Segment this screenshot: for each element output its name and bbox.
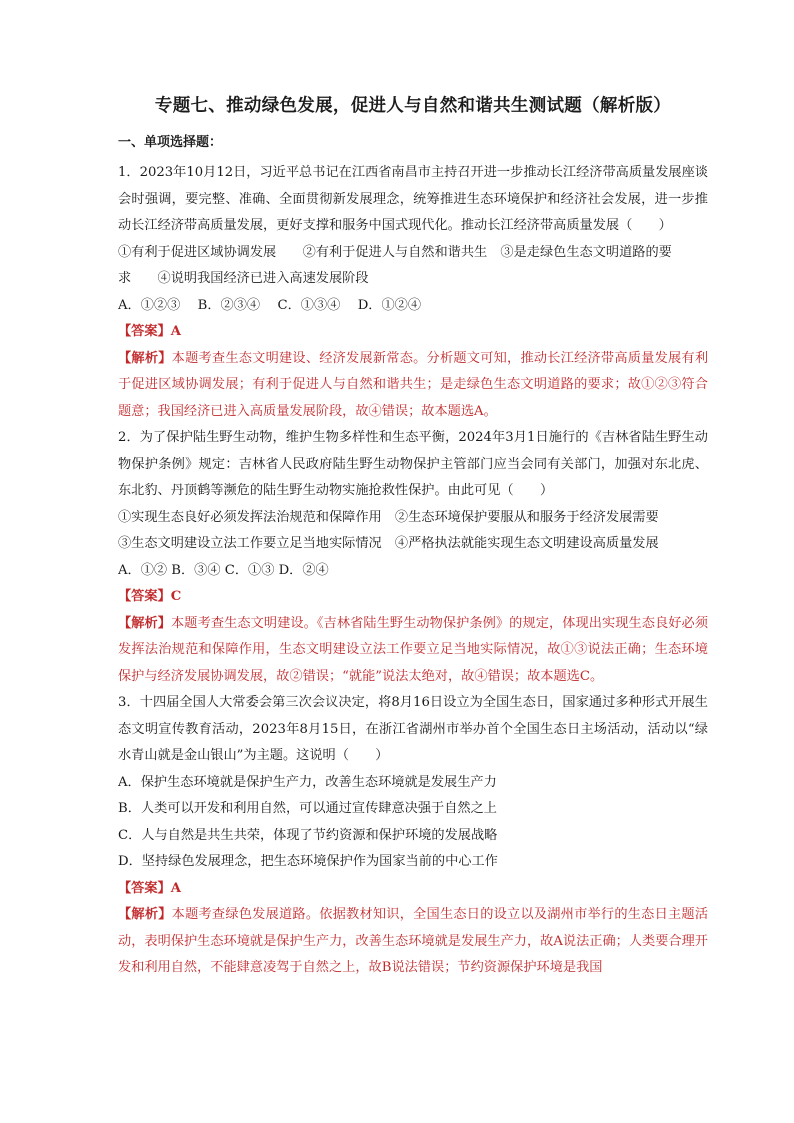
question-statements: 求 ④说明我国经济已进入高速发展阶段 — [118, 271, 369, 286]
answer-choices: A．①②③ B．②③④ C．①③④ D．①②④ — [118, 297, 422, 313]
answer-label: 【答案】A — [118, 880, 181, 896]
question-statements: ③生态文明建设立法工作要立足当地实际情况 ④严格执法就能实现生态文明建设高质量发展 — [118, 536, 659, 551]
question-statements: ①有利于促进区域协调发展 ②有利于促进人与自然和谐共生 ③是走绿色生态文明道路的要 — [118, 244, 672, 260]
explanation — [118, 611, 708, 691]
question-stem: 1．2023年10月12日，习近平总书记在江西省南昌市主持召开进一步推动长江经济带高质量发展座谈会时强调，要完整、准确、全面贯彻新发展理念，统筹推进生态环境保护和经济社会发展，进一步推动长江经济带高质量发展，更好支撑和服务中国式现代化。推动长江经济带高质量发展（ ） — [118, 165, 708, 233]
question-statements: ①实现生态良好必须发挥法治规范和保障作用 ②生态环境保护要服从和服务于经济发展需要 — [118, 509, 659, 525]
explanation-text: 本题考查绿色发展道路。依据教材知识，全国生态日的设立以及湖州市举行的生态日主题活动，表明保护生态环境就是保护生产力，改善生态环境就是发展生产力，故A说法正确；人类要合理开发和利用自然，不能肆意凌驾于自然之上，故B说法错误；节约资源保护环境是我国 — [118, 907, 709, 975]
question-3 — [118, 690, 708, 982]
answer-choice-d: D．坚持绿色发展理念，把生态环境保护作为国家当前的中心工作 — [118, 854, 498, 869]
explanation — [118, 346, 708, 426]
section-heading: 一、单项选择题： — [118, 135, 223, 150]
answer-choice-b: B．人类可以开发和利用自然，可以通过宣传肆意决强于自然之上 — [118, 801, 497, 816]
question-2 — [118, 425, 708, 690]
question-stem: 3．十四届全国人大常委会第三次会议决定，将8月16日设立为全国生态日，国家通过多种形式开展生态文明宣传教育活动，2023年8月15日，在浙江省湖州市举办首个全国生态日主场活动，活动以“绿水青山就是金山银山”为主题。这说明（ ） — [118, 695, 708, 763]
page-title: 专题七、推动绿色发展，促进人与自然和谐共生测试题（解析版） — [154, 96, 672, 116]
explanation-tag: 【解析】 — [118, 350, 172, 366]
answer-choices: A．①② B．③④ C．①③ D．②④ — [118, 562, 329, 578]
answer-choice-c: C．人与自然是共生共荣，体现了节约资源和保护环境的发展战略 — [118, 827, 498, 843]
answer-choice-a: A．保护生态环境就是保护生产力，改善生态环境就是发展生产力 — [118, 774, 497, 790]
question-1 — [118, 160, 708, 425]
answer-label: 【答案】C — [118, 589, 182, 604]
answer-label: 【答案】A — [118, 324, 181, 339]
explanation-tag: 【解析】 — [118, 615, 172, 631]
question-stem: 2．为了保护陆生野生动物，维护生物多样性和生态平衡，2024年3月1日施行的《吉林省陆生野生动物保护条例》规定：吉林省人民政府陆生野生动物保护主管部门应当会同有关部门，加强对东北虎、东北豹、丹顶鹤等濒危的陆生野生动物实施抢救性保护。由此可见（ ） — [118, 430, 708, 498]
explanation-text: 本题考查生态文明建设、经济发展新常态。分析题文可知，推动长江经济带高质量发展有利于促进区域协调发展；有利于促进人与自然和谐共生；是走绿色生态文明道路的要求；故①②③符合题意；我国经济已进入高质量发展阶段，故④错误；故本题选A。 — [118, 350, 709, 419]
explanation-tag: 【解析】 — [118, 907, 172, 922]
explanation-text: 本题考查生态文明建设。《吉林省陆生野生动物保护条例》的规定，体现出实现生态良好必须发挥法治规范和保障作用，生态文明建设立法工作要立足当地实际情况，故①③说法正确；生态环境保护与经济发展协调发展，故②错误；“就能”说法太绝对，故④错误；故本题选C。 — [118, 615, 708, 684]
explanation — [118, 902, 708, 982]
